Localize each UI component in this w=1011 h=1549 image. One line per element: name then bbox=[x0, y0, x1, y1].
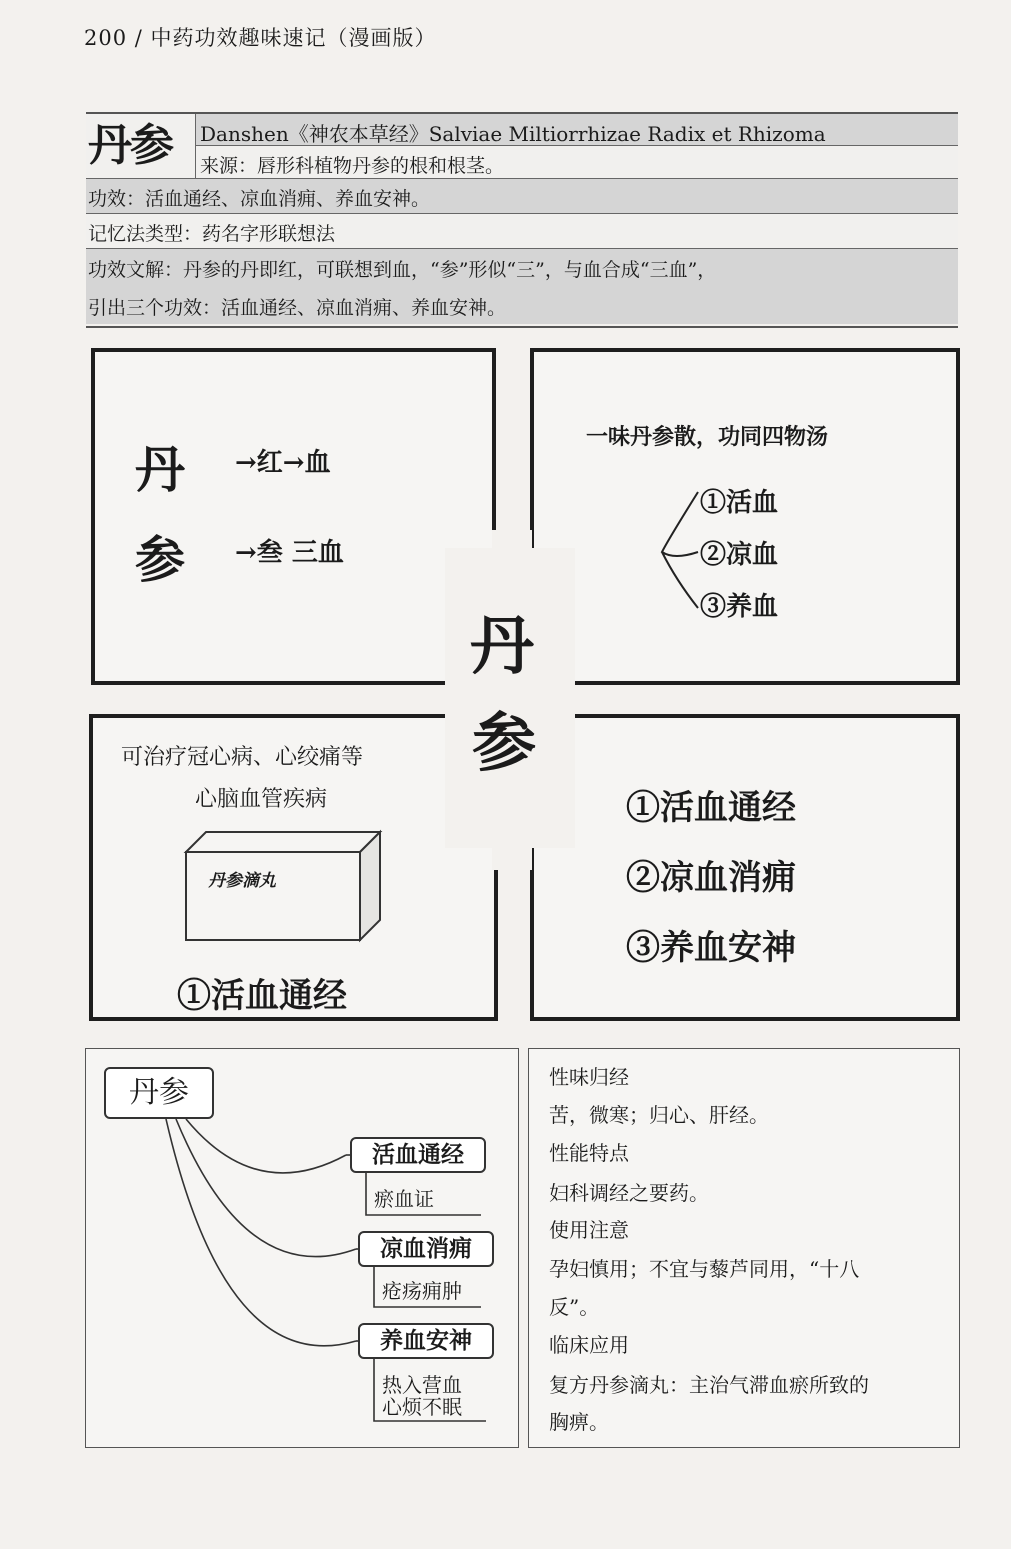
mind-map-branch-1-sub-1: 瘀血证 bbox=[374, 1187, 434, 1211]
pill-box-label: 丹参滴丸 bbox=[208, 871, 276, 891]
info-row-explain bbox=[86, 249, 958, 324]
notes-text-clinical-2: 胸痹。 bbox=[549, 1410, 609, 1434]
comic-panel-bottom-right bbox=[530, 714, 960, 1021]
herb-name: 丹参 bbox=[86, 114, 196, 178]
comic-panel-top-left bbox=[91, 348, 496, 685]
panel4-item-2: ②凉血消痈 bbox=[626, 858, 796, 898]
info-row-efficacy bbox=[86, 179, 958, 214]
mind-map-root: 丹参 bbox=[104, 1067, 214, 1119]
mind-map-branch-2: 凉血消痈 bbox=[358, 1231, 494, 1267]
notes-text-caution-2: 反”。 bbox=[549, 1295, 600, 1319]
notes-text-caution-1: 孕妇慎用；不宜与藜芦同用，“十八 bbox=[549, 1257, 860, 1281]
mind-map bbox=[85, 1048, 519, 1448]
panel4-item-3: ③养血安神 bbox=[626, 928, 796, 968]
notes-heading-nature: 性味归经 bbox=[549, 1067, 629, 1089]
panel4-item-1: ①活血通经 bbox=[626, 788, 796, 828]
panel3-caption: ①活血通经 bbox=[177, 976, 347, 1016]
explain-line-2: 引出三个功效：活血通经、凉血消痈、养血安神。 bbox=[88, 297, 507, 319]
herb-efficacy: 功效：活血通经、凉血消痈、养血安神。 bbox=[88, 188, 431, 210]
notes-text-features: 妇科调经之要药。 bbox=[549, 1181, 709, 1205]
notes-text-nature: 苦，微寒；归心、肝经。 bbox=[549, 1103, 769, 1127]
mind-map-branch-3: 养血安神 bbox=[358, 1323, 494, 1359]
explain-line-1: 功效文解：丹参的丹即红，可联想到血，“参”形似“三”，与血合成“三血”， bbox=[88, 259, 717, 281]
memory-type: 记忆法类型：药名字形联想法 bbox=[88, 223, 336, 245]
herb-title-line: Danshen《神农本草经》Salviae Miltiorrhizae Radix et Rhizoma bbox=[200, 122, 826, 146]
notes-heading-clinical: 临床应用 bbox=[549, 1335, 629, 1357]
panel2-item-1: ①活血 bbox=[700, 488, 779, 518]
panel2-title: 一味丹参散，功同四物汤 bbox=[586, 424, 829, 450]
panel1-char-dan: 丹 bbox=[135, 440, 185, 499]
panel2-item-2: ②凉血 bbox=[700, 540, 779, 570]
notes-text-clinical-1: 复方丹参滴丸：主治气滞血瘀所致的 bbox=[549, 1373, 869, 1397]
mind-map-branch-2-sub-1: 疮疡痈肿 bbox=[382, 1279, 462, 1303]
panel2-bracket bbox=[654, 480, 704, 620]
herb-info-table bbox=[86, 112, 958, 328]
panel1-char-shen: 参 bbox=[135, 530, 185, 589]
running-header: 200 / 中药功效趣味速记（漫画版） bbox=[84, 26, 437, 50]
panel3-line-2: 心脑血管疾病 bbox=[195, 787, 328, 812]
panel1-arrow-red-blood: →红→血 bbox=[235, 448, 331, 478]
mind-map-branch-3-sub-1: 热入营血 bbox=[382, 1373, 462, 1397]
info-row-title bbox=[86, 114, 958, 179]
panel3-line-1: 可治疗冠心病、心绞痛等 bbox=[121, 745, 364, 770]
herb-source: 来源：唇形科植物丹参的根和根茎。 bbox=[200, 155, 505, 177]
notes-panel bbox=[528, 1048, 960, 1448]
notes-heading-features: 性能特点 bbox=[549, 1143, 629, 1165]
mind-map-branch-3-sub-2: 心烦不眠 bbox=[382, 1395, 462, 1419]
mind-map-branch-1: 活血通经 bbox=[350, 1137, 486, 1173]
comic-panel-top-right bbox=[530, 348, 960, 685]
notes-heading-caution: 使用注意 bbox=[549, 1220, 629, 1242]
center-char-dan: 丹 bbox=[470, 609, 534, 684]
panel2-item-3: ③养血 bbox=[700, 592, 779, 622]
panel1-arrow-three-blood: →叁 三血 bbox=[235, 538, 344, 568]
center-char-shen: 参 bbox=[472, 706, 536, 781]
info-row-memory bbox=[86, 214, 958, 249]
